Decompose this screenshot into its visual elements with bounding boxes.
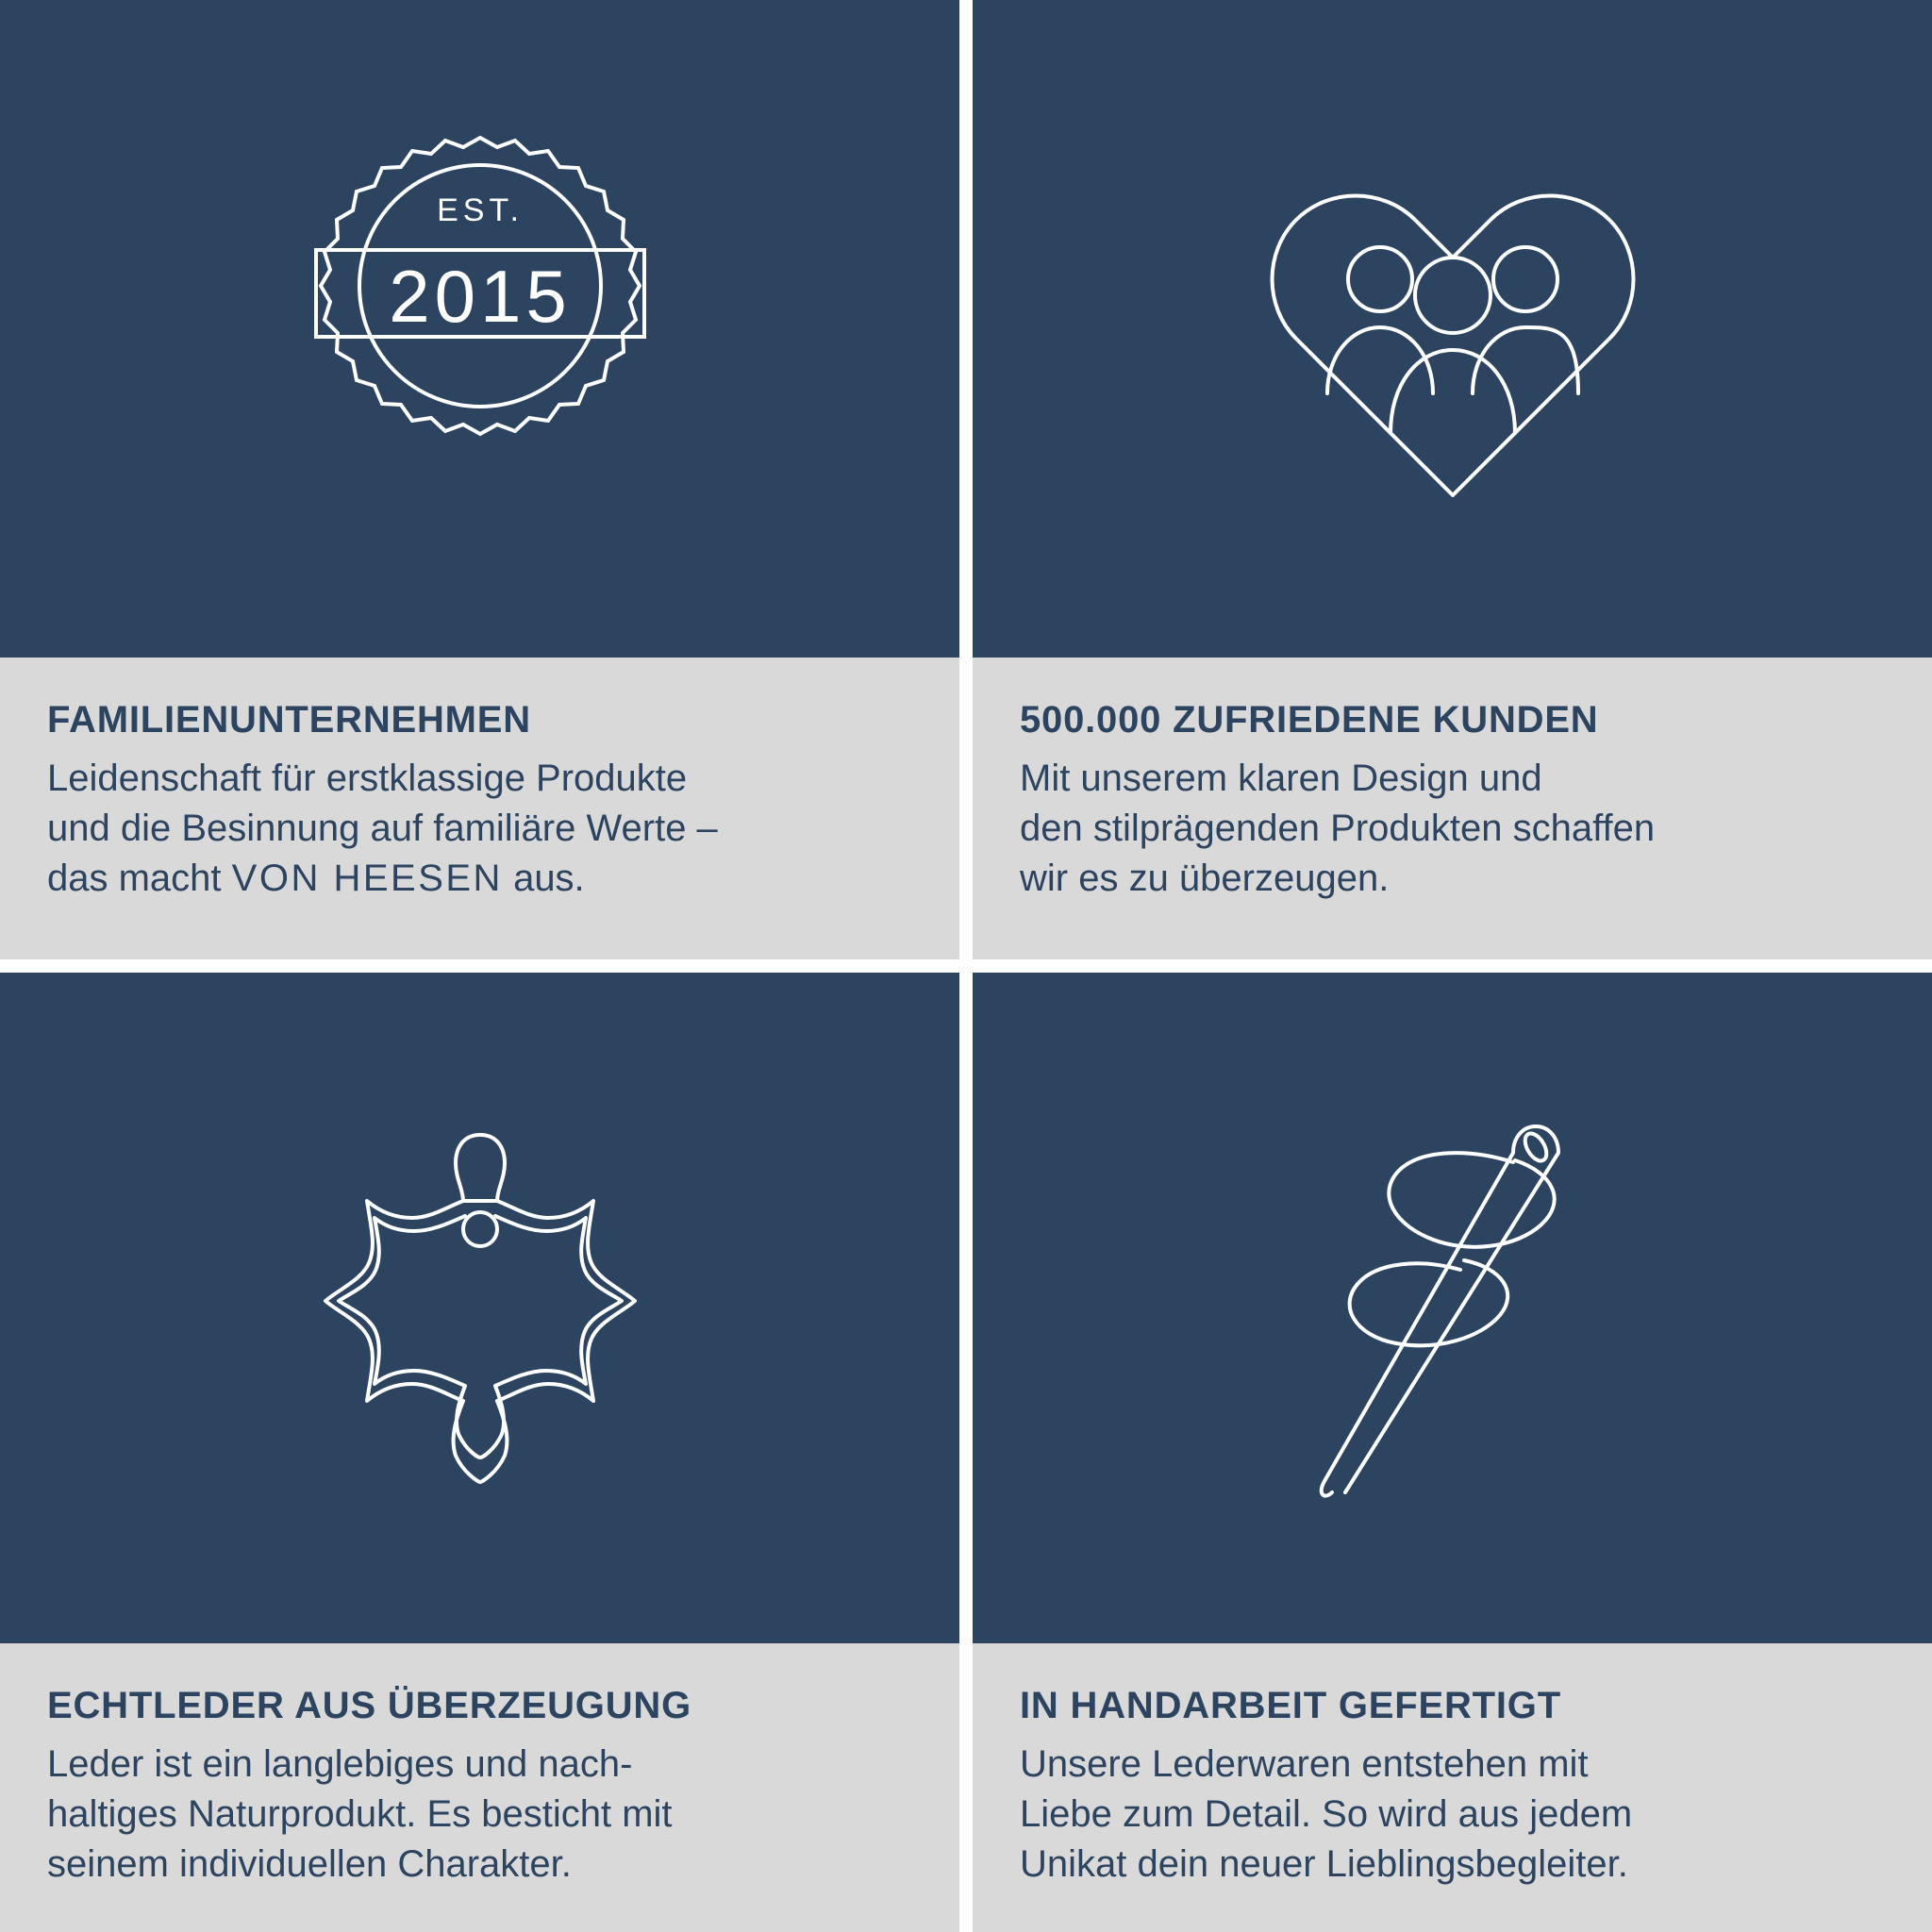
card-body-line-2: und die Besinnung auf familiäre Werte – <box>47 807 718 849</box>
card-body-line-1: Leder ist ein langlebiges und nach- <box>47 1743 633 1785</box>
card-headline: 500.000 ZUFRIEDENE KUNDEN <box>1020 699 1599 741</box>
card-body-line-2: haltiges Naturprodukt. Es besticht mit <box>47 1792 673 1835</box>
card-body <box>47 754 912 903</box>
text-area-handarbeit <box>973 1643 1932 1932</box>
card-body-line-3: Unikat dein neuer Lieblingsbegleiter. <box>1020 1842 1628 1885</box>
leather-hide-icon <box>310 1120 650 1497</box>
icon-area-echtleder <box>0 973 959 1643</box>
badge-year-label: 2015 <box>388 254 572 338</box>
feature-card-zufriedene-kunden <box>973 0 1932 959</box>
brand-name: VON HEESEN <box>231 857 503 899</box>
text-area-zufriedene-kunden <box>973 658 1932 959</box>
card-body-line-3-suffix: aus. <box>502 857 585 899</box>
card-headline: ECHTLEDER AUS ÜBERZEUGUNG <box>47 1685 691 1726</box>
icon-area-familienunternehmen <box>0 0 959 658</box>
text-area-familienunternehmen <box>0 658 959 959</box>
est-2015-badge-icon <box>277 126 683 532</box>
card-body-line-3-prefix: das macht <box>47 857 232 899</box>
feature-card-handarbeit <box>973 973 1932 1932</box>
text-area-echtleder <box>0 1643 959 1932</box>
card-body <box>47 1740 912 1889</box>
card-headline: IN HANDARBEIT GEFERTIGT <box>1020 1685 1561 1726</box>
card-body <box>1020 1740 1885 1889</box>
heart-with-people-icon <box>1255 141 1651 518</box>
card-body-line-1: Leidenschaft für erstklassige Produkte <box>47 758 688 799</box>
card-body-line-1: Unsere Lederwaren entstehen mit <box>1020 1743 1589 1785</box>
card-body-line-2: den stilprägenden Produkten schaffen <box>1020 807 1656 849</box>
feature-card-echtleder <box>0 973 959 1932</box>
badge-est-label: EST. <box>436 192 524 228</box>
icon-area-zufriedene-kunden <box>973 0 1932 658</box>
card-body-line-3: wir es zu überzeugen. <box>1020 857 1390 899</box>
card-body <box>1020 754 1885 903</box>
needle-and-thread-icon <box>1283 1106 1623 1511</box>
card-body-line-1: Mit unserem klaren Design und <box>1020 758 1542 799</box>
feature-card-familienunternehmen <box>0 0 959 959</box>
card-body-line-2: Liebe zum Detail. So wird aus jedem <box>1020 1792 1633 1835</box>
card-body-line-3: seinem individuellen Charakter. <box>47 1842 572 1885</box>
icon-area-handarbeit <box>973 973 1932 1643</box>
card-headline: FAMILIENUNTERNEHMEN <box>47 699 531 741</box>
